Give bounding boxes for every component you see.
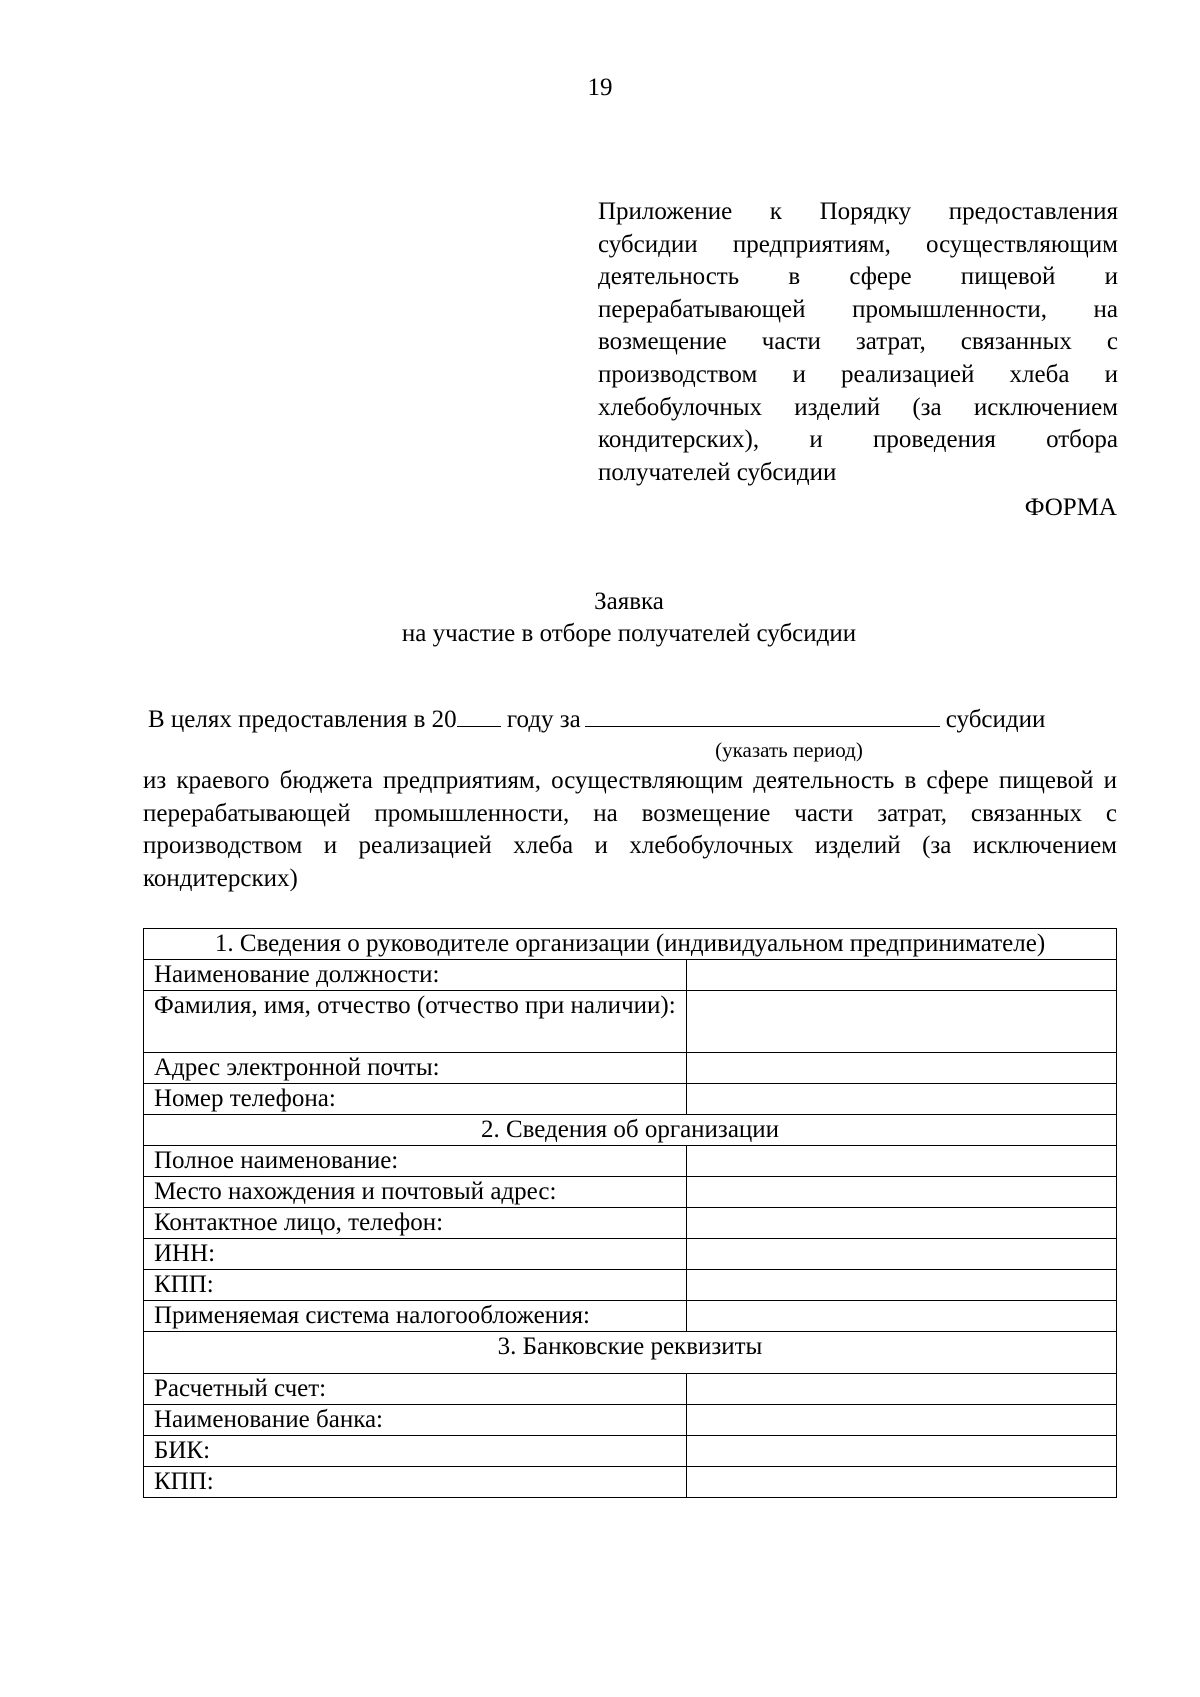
value-cell[interactable] xyxy=(687,1467,1117,1498)
section-title: 3. Банковские реквизиты xyxy=(144,1332,1117,1374)
period-hint: (указать период) xyxy=(715,738,863,762)
row-label: Контактное лицо, телефон: xyxy=(144,1208,687,1239)
table-row xyxy=(144,1467,1117,1498)
row-label: Наименование должности: xyxy=(144,960,687,991)
table-row xyxy=(144,1436,1117,1467)
row-label: Фамилия, имя, отчество (отчество при наличии): xyxy=(144,991,687,1053)
table-row xyxy=(144,1177,1117,1208)
row-label: ИНН: xyxy=(144,1239,687,1270)
section-header-row xyxy=(144,1332,1117,1374)
intro-text-part2: году за xyxy=(506,706,581,733)
value-cell[interactable] xyxy=(687,1084,1117,1115)
value-cell[interactable] xyxy=(687,991,1117,1053)
table-row xyxy=(144,1053,1117,1084)
table-row xyxy=(144,1146,1117,1177)
table-row xyxy=(144,1084,1117,1115)
value-cell[interactable] xyxy=(687,1301,1117,1332)
document-title: Заявка xyxy=(594,588,664,615)
section-header-row xyxy=(144,1115,1117,1146)
table-row xyxy=(144,1208,1117,1239)
row-label: Адрес электронной почты: xyxy=(144,1053,687,1084)
value-cell[interactable] xyxy=(687,1270,1117,1301)
table-row xyxy=(144,1405,1117,1436)
row-label: Номер телефона: xyxy=(144,1084,687,1115)
period-blank-field[interactable] xyxy=(585,706,940,727)
intro-text-part3: субсидии xyxy=(945,706,1046,733)
table-row xyxy=(144,1301,1117,1332)
table-row xyxy=(144,1374,1117,1405)
row-label: БИК: xyxy=(144,1436,687,1467)
row-label: КПП: xyxy=(144,1270,687,1301)
intro-first-line xyxy=(148,706,1114,734)
row-label: Наименование банка: xyxy=(144,1405,687,1436)
section-title: 1. Сведения о руководителе организации (индивидуальном предпринимателе) xyxy=(144,929,1117,960)
value-cell[interactable] xyxy=(687,1405,1117,1436)
value-cell[interactable] xyxy=(687,1436,1117,1467)
section-title: 2. Сведения об организации xyxy=(144,1115,1117,1146)
value-cell[interactable] xyxy=(687,1146,1117,1177)
row-label: Применяемая система налогообложения: xyxy=(144,1301,687,1332)
table-row xyxy=(144,1270,1117,1301)
row-label: КПП: xyxy=(144,1467,687,1498)
appendix-note: Приложение к Порядку предоставления субсидии предприятиям, осуществляющим деятельность в сфере пищевой и перерабатывающей промышленности, на возмещение части затрат, связанных с производством и реализацией хлеба и хлебобулочных изделий (за исключением кондитерских), и проведения отбора получателей субсидии xyxy=(598,198,1118,486)
page-number: 19 xyxy=(587,74,613,101)
section-header-row xyxy=(144,929,1117,960)
intro-body: из краевого бюджета предприятиям, осуществляющим деятельность в сфере пищевой и перерабатывающей промышленности, на возмещение части затрат, связанных с производством и реализацией хлеба и хлебобулочных изделий (за исключением кондитерских) xyxy=(143,767,1117,892)
row-label: Расчетный счет: xyxy=(144,1374,687,1405)
document-subtitle: на участие в отборе получателей субсидии xyxy=(401,620,857,647)
row-label: Место нахождения и почтовый адрес: xyxy=(144,1177,687,1208)
value-cell[interactable] xyxy=(687,1053,1117,1084)
year-blank-field[interactable] xyxy=(457,706,501,727)
application-form-table xyxy=(143,928,1117,1498)
row-label: Полное наименование: xyxy=(144,1146,687,1177)
table-row xyxy=(144,991,1117,1053)
table-row xyxy=(144,1239,1117,1270)
table-row xyxy=(144,960,1117,991)
value-cell[interactable] xyxy=(687,1239,1117,1270)
value-cell[interactable] xyxy=(687,1374,1117,1405)
forma-label: ФОРМА xyxy=(1024,494,1117,521)
value-cell[interactable] xyxy=(687,960,1117,991)
value-cell[interactable] xyxy=(687,1177,1117,1208)
value-cell[interactable] xyxy=(687,1208,1117,1239)
intro-text-part1: В целях предоставления в 20 xyxy=(148,706,457,733)
